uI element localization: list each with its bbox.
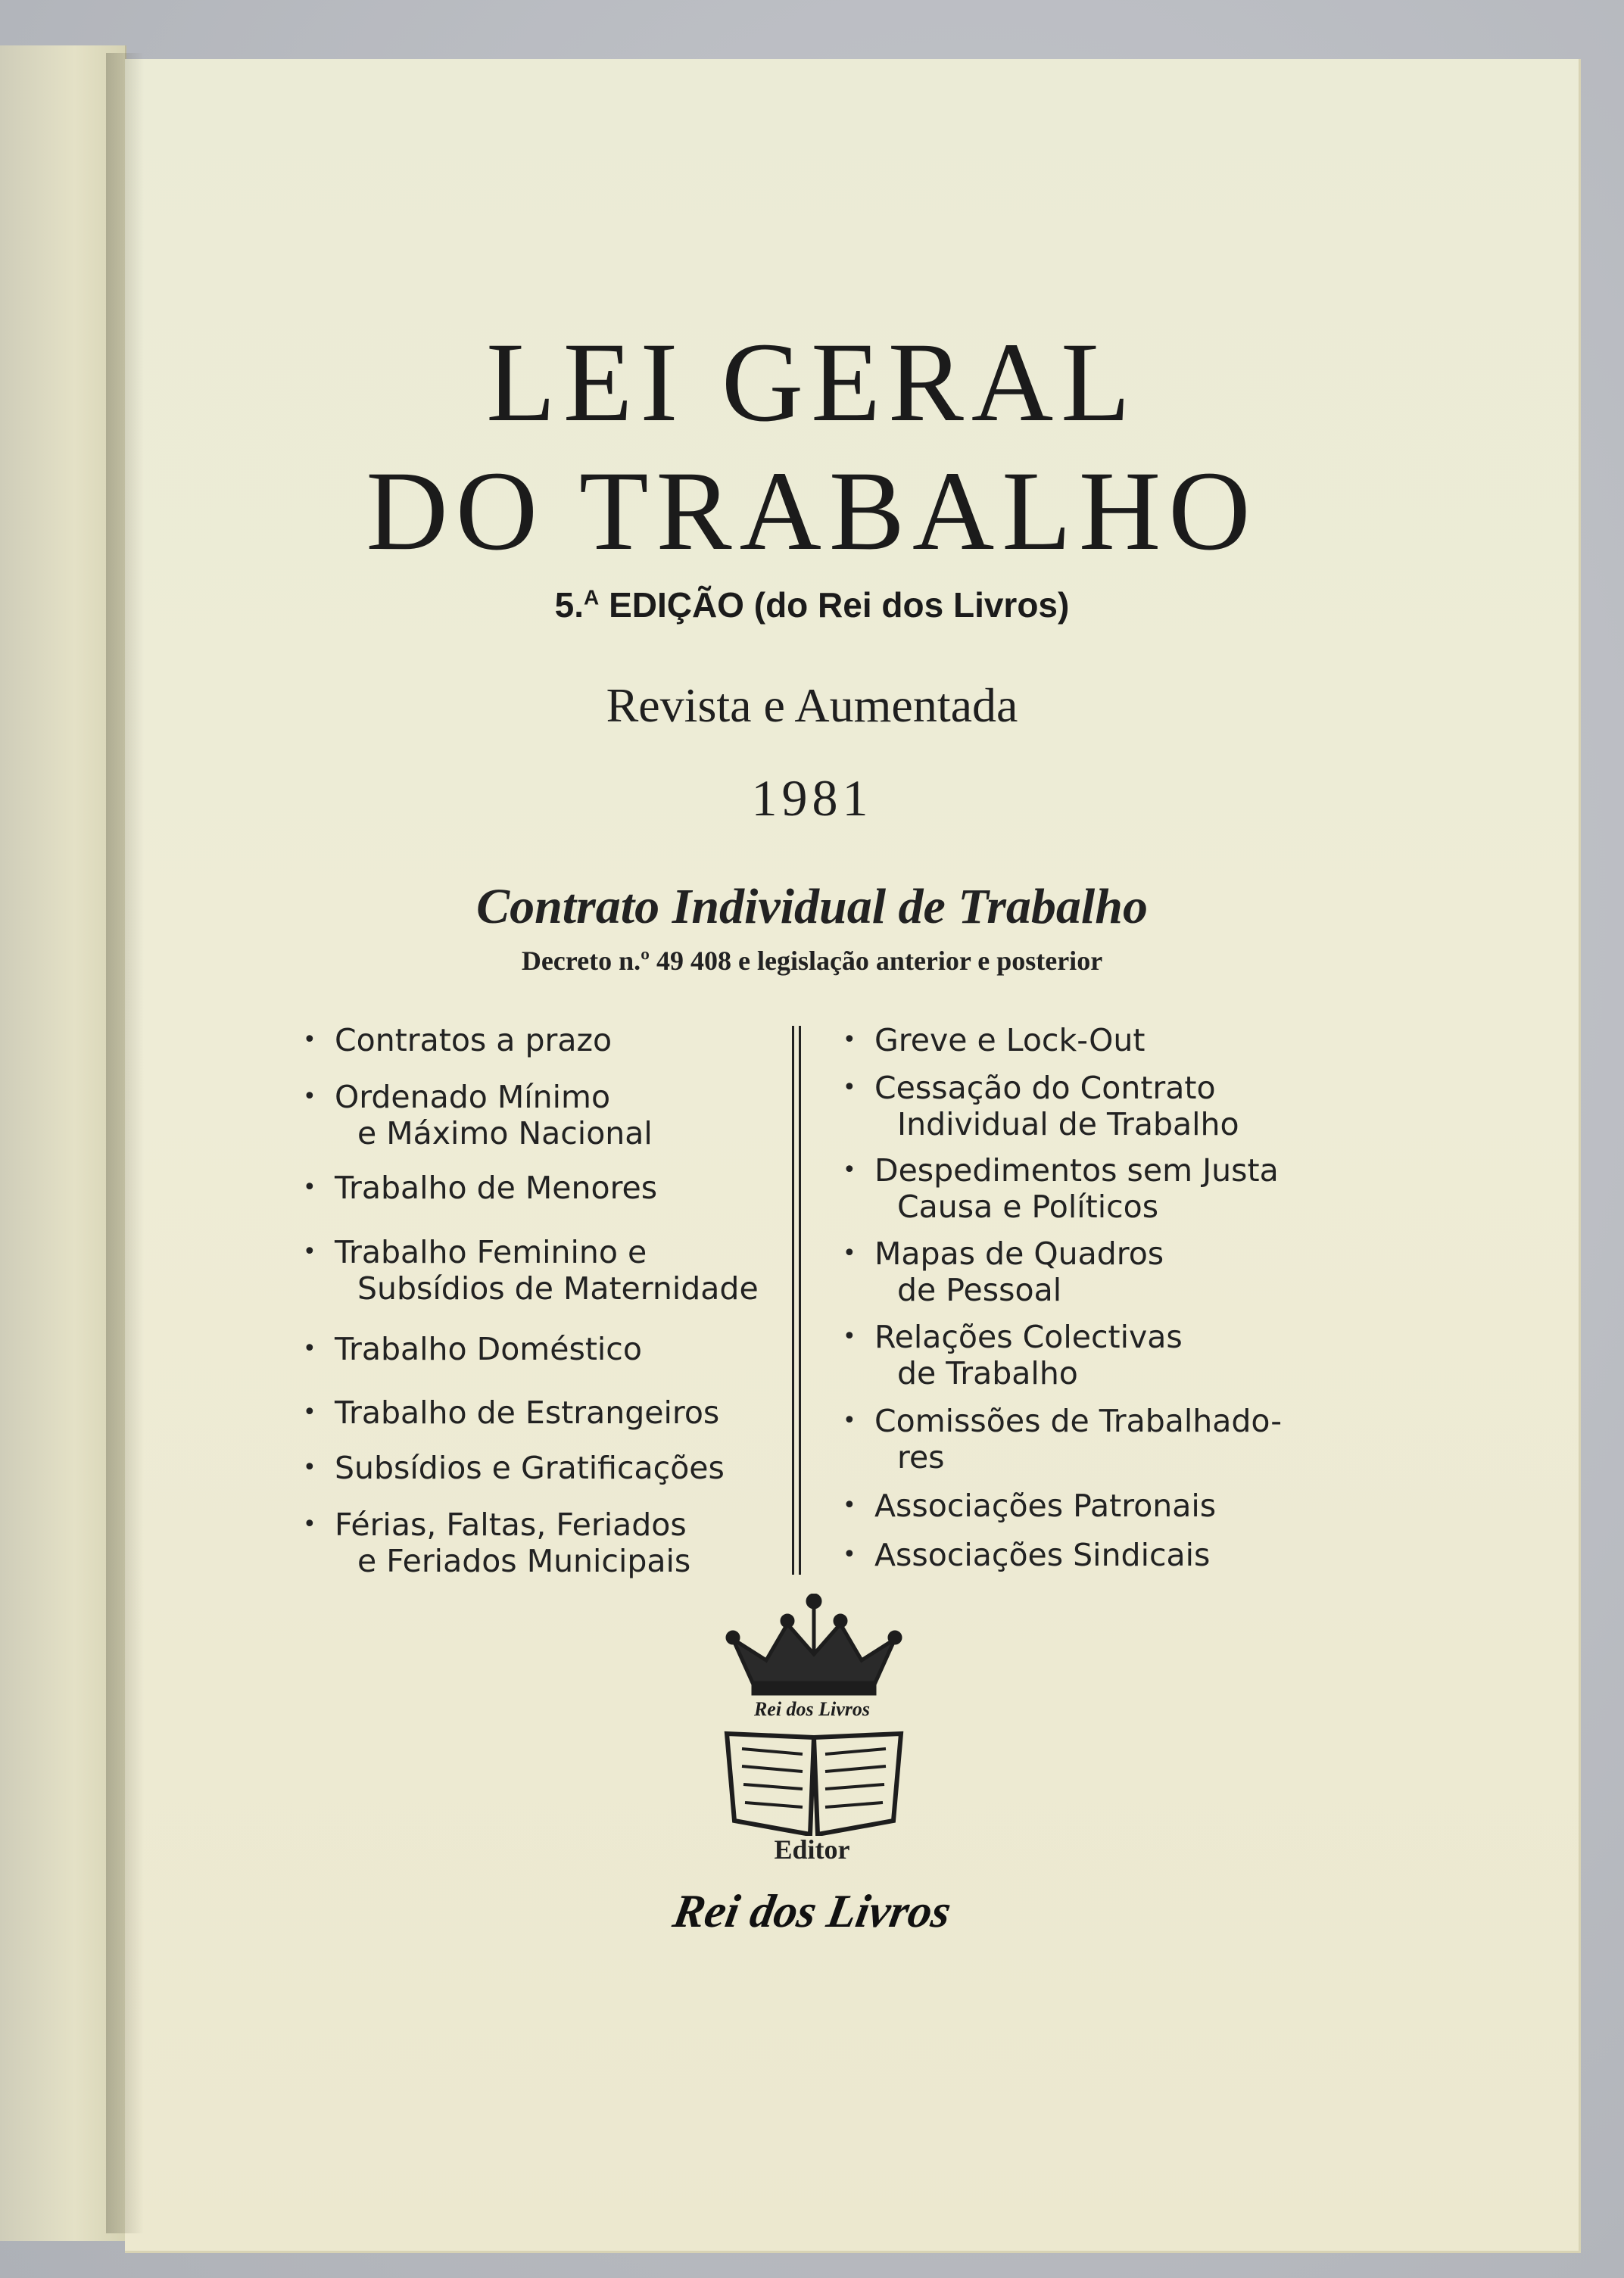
bullet-icon: • (303, 1511, 316, 1538)
bullet-icon: • (843, 1074, 856, 1101)
bullet-icon: • (303, 1454, 316, 1481)
bullet-icon: • (843, 1492, 856, 1519)
bullet-icon: • (843, 1541, 856, 1568)
topic-line: Trabalho Doméstico (335, 1331, 642, 1367)
topic-item (303, 1079, 653, 1151)
topic-line: Trabalho Feminino e (335, 1234, 647, 1270)
title-line-2: DO TRABALHO (366, 448, 1258, 574)
topic-line: Ordenado Mínimo (335, 1079, 611, 1115)
topic-line-2: res (897, 1439, 945, 1476)
topic-item (843, 1319, 1183, 1391)
subtitle: Revista e Aumentada (606, 678, 1018, 732)
topic-line: Subsídios e Gratificações (335, 1450, 725, 1486)
year: 1981 (751, 769, 873, 827)
topic-line: Trabalho de Menores (335, 1170, 658, 1206)
topic-item (303, 1507, 691, 1579)
topic-line-2: Causa e Políticos (897, 1189, 1159, 1225)
topic-line: Contratos a prazo (335, 1022, 613, 1058)
publisher-name: Rei dos Livros (669, 1886, 955, 1937)
topic-item (843, 1403, 1283, 1476)
topic-item (303, 1395, 720, 1431)
logo-text: Rei dos Livros (753, 1698, 871, 1720)
edition-text: EDIÇÃO (do Rei dos Livros) (609, 585, 1070, 625)
decree-line: Decreto n.º 49 408 e legislação anterior e posterior (521, 946, 1103, 976)
topic-item (303, 1170, 658, 1206)
topic-line: Despedimentos sem Justa (874, 1152, 1279, 1189)
bullet-icon: • (843, 1027, 856, 1053)
topic-item (303, 1022, 613, 1058)
topic-line: Mapas de Quadros (874, 1236, 1164, 1272)
topic-line-2: de Pessoal (897, 1272, 1062, 1308)
contract-heading: Contrato Individual de Trabalho (476, 879, 1148, 934)
topic-line-2: de Trabalho (897, 1355, 1078, 1391)
topic-line: Cessação do Contrato (874, 1070, 1216, 1106)
column-divider (792, 1026, 801, 1575)
editor-label: Editor (774, 1834, 850, 1865)
bullet-icon: • (303, 1027, 316, 1053)
bullet-icon: • (303, 1335, 316, 1362)
bullet-icon: • (843, 1240, 856, 1267)
topic-line: Associações Patronais (874, 1488, 1217, 1524)
bullet-icon: • (843, 1407, 856, 1434)
topic-line-2: e Máximo Nacional (357, 1115, 653, 1151)
edition-sup: A (584, 585, 600, 609)
topic-item (843, 1152, 1279, 1225)
bullet-icon: • (303, 1174, 316, 1201)
topic-item (843, 1236, 1164, 1308)
topic-line: Comissões de Trabalhado- (874, 1403, 1283, 1439)
bullet-icon: • (843, 1157, 856, 1183)
topic-line: Férias, Faltas, Feriados (335, 1507, 687, 1543)
topic-line-2: e Feriados Municipais (357, 1543, 691, 1579)
topic-item (303, 1450, 725, 1486)
title-line-1: LEI GERAL (486, 319, 1138, 445)
bullet-icon: • (303, 1399, 316, 1426)
topic-line: Trabalho de Estrangeiros (335, 1395, 720, 1431)
topic-item (303, 1234, 759, 1307)
topic-line: Relações Colectivas (874, 1319, 1183, 1355)
topic-item (303, 1331, 642, 1367)
topic-item (843, 1022, 1146, 1058)
topic-item (843, 1488, 1217, 1524)
topic-item (843, 1070, 1239, 1142)
edition-line (0, 584, 1624, 625)
topic-line: Associações Sindicais (874, 1537, 1211, 1573)
bullet-icon: • (843, 1323, 856, 1350)
bullet-icon: • (303, 1239, 316, 1265)
topic-line: Greve e Lock-Out (874, 1022, 1146, 1058)
topic-line-2: Subsídios de Maternidade (357, 1270, 759, 1307)
edition-number: 5. (554, 585, 584, 625)
bullet-icon: • (303, 1083, 316, 1110)
topic-item (843, 1537, 1211, 1573)
topic-line-2: Individual de Trabalho (897, 1106, 1239, 1142)
